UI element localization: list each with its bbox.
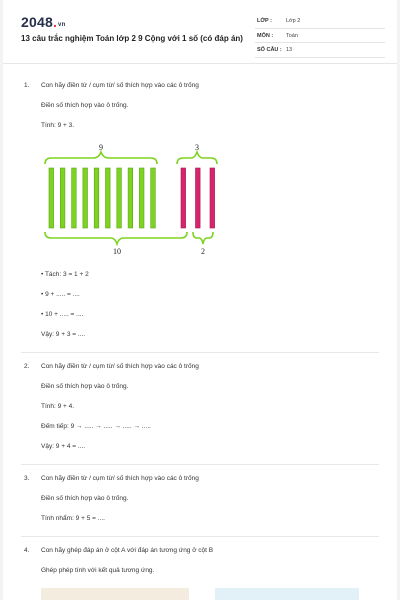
question-line: Điền số thích hợp vào ô trống. <box>41 495 129 502</box>
counting-sticks-figure <box>39 140 229 262</box>
meta-key: LỚP : <box>257 18 272 24</box>
meta-value: Toán <box>286 32 298 39</box>
header <box>3 0 397 64</box>
question-line: Tính: 9 + 4. <box>41 403 75 410</box>
meta-row-subject <box>255 29 385 44</box>
question-number: 3. <box>24 475 30 482</box>
question-line: Ghép phép tính với kết quả tương ứng. <box>41 567 155 574</box>
question-line: Vậy: 9 + 4 = .... <box>41 443 86 450</box>
pink-stick <box>196 168 201 228</box>
question-prompt: Con hãy ghép đáp án ở cột A với đáp án tương ứng ở cột B <box>41 547 214 554</box>
pink-stick <box>181 168 186 228</box>
question-line: • Tách: 3 = 1 + 2 <box>41 271 89 278</box>
green-stick <box>139 168 144 228</box>
question-prompt: Con hãy điền từ / cụm từ/ số thích hợp vào các ô trống <box>41 363 199 370</box>
green-stick <box>128 168 133 228</box>
logo-dot: . <box>52 14 58 30</box>
column-b-box[interactable] <box>215 588 359 600</box>
green-stick <box>106 168 111 228</box>
brace-top-left <box>45 152 157 164</box>
question-line: • 9 + ..... = .... <box>41 291 80 298</box>
green-stick <box>151 168 156 228</box>
question-line: Điền số thích hợp vào ô trống. <box>41 383 129 390</box>
label-top-right: 3 <box>195 143 199 152</box>
meta-row-count <box>255 43 385 58</box>
logo-number: 2048 <box>21 14 53 30</box>
question-line: Vậy: 9 + 3 = .... <box>41 331 86 338</box>
divider <box>21 464 379 465</box>
meta-key: SỐ CÂU : <box>257 47 282 53</box>
pink-stick <box>210 168 215 228</box>
brace-bottom-right <box>193 232 213 244</box>
logo-domain: vn <box>58 22 66 28</box>
question-line: Tính: 9 + 3. <box>41 122 75 129</box>
divider <box>21 536 379 537</box>
label-bottom-left: 10 <box>113 247 121 256</box>
question-prompt: Con hãy điền từ / cụm từ/ số thích hợp vào các ô trống <box>41 475 199 482</box>
green-stick <box>117 168 122 228</box>
question-line: • 10 + ..... = .... <box>41 311 84 318</box>
green-stick <box>49 168 54 228</box>
meta-value: 13 <box>286 47 293 53</box>
question-number: 2. <box>24 363 30 370</box>
meta-table <box>255 14 385 58</box>
label-top-left: 9 <box>99 143 103 152</box>
question-number: 4. <box>24 547 30 554</box>
green-stick <box>60 168 65 228</box>
question-number: 1. <box>24 82 30 89</box>
brace-top-right <box>177 152 217 164</box>
meta-row-class <box>255 14 385 29</box>
page-title: 13 câu trắc nghiệm Toán lớp 2 9 Cộng với 1 số (có đáp án) <box>21 34 243 43</box>
question-line: Điền số thích hợp vào ô trống. <box>41 102 129 109</box>
green-stick <box>83 168 88 228</box>
meta-key: MÔN : <box>257 32 274 39</box>
question-prompt: Con hãy điền từ / cụm từ/ số thích hợp vào các ô trống <box>41 82 199 89</box>
green-stick <box>72 168 77 228</box>
meta-value: Lớp 2 <box>286 18 301 24</box>
column-a-box[interactable] <box>41 588 189 600</box>
divider <box>21 352 379 353</box>
label-bottom-right: 2 <box>201 247 205 256</box>
site-logo[interactable] <box>21 14 65 30</box>
brace-bottom-left <box>45 232 187 244</box>
worksheet <box>3 0 397 600</box>
question-line: Tính nhẩm: 9 + 5 = .... <box>41 515 105 522</box>
question-line: Đếm tiếp: 9 → ..... → ..... → ..... → ..... <box>41 423 151 430</box>
green-stick <box>94 168 99 228</box>
